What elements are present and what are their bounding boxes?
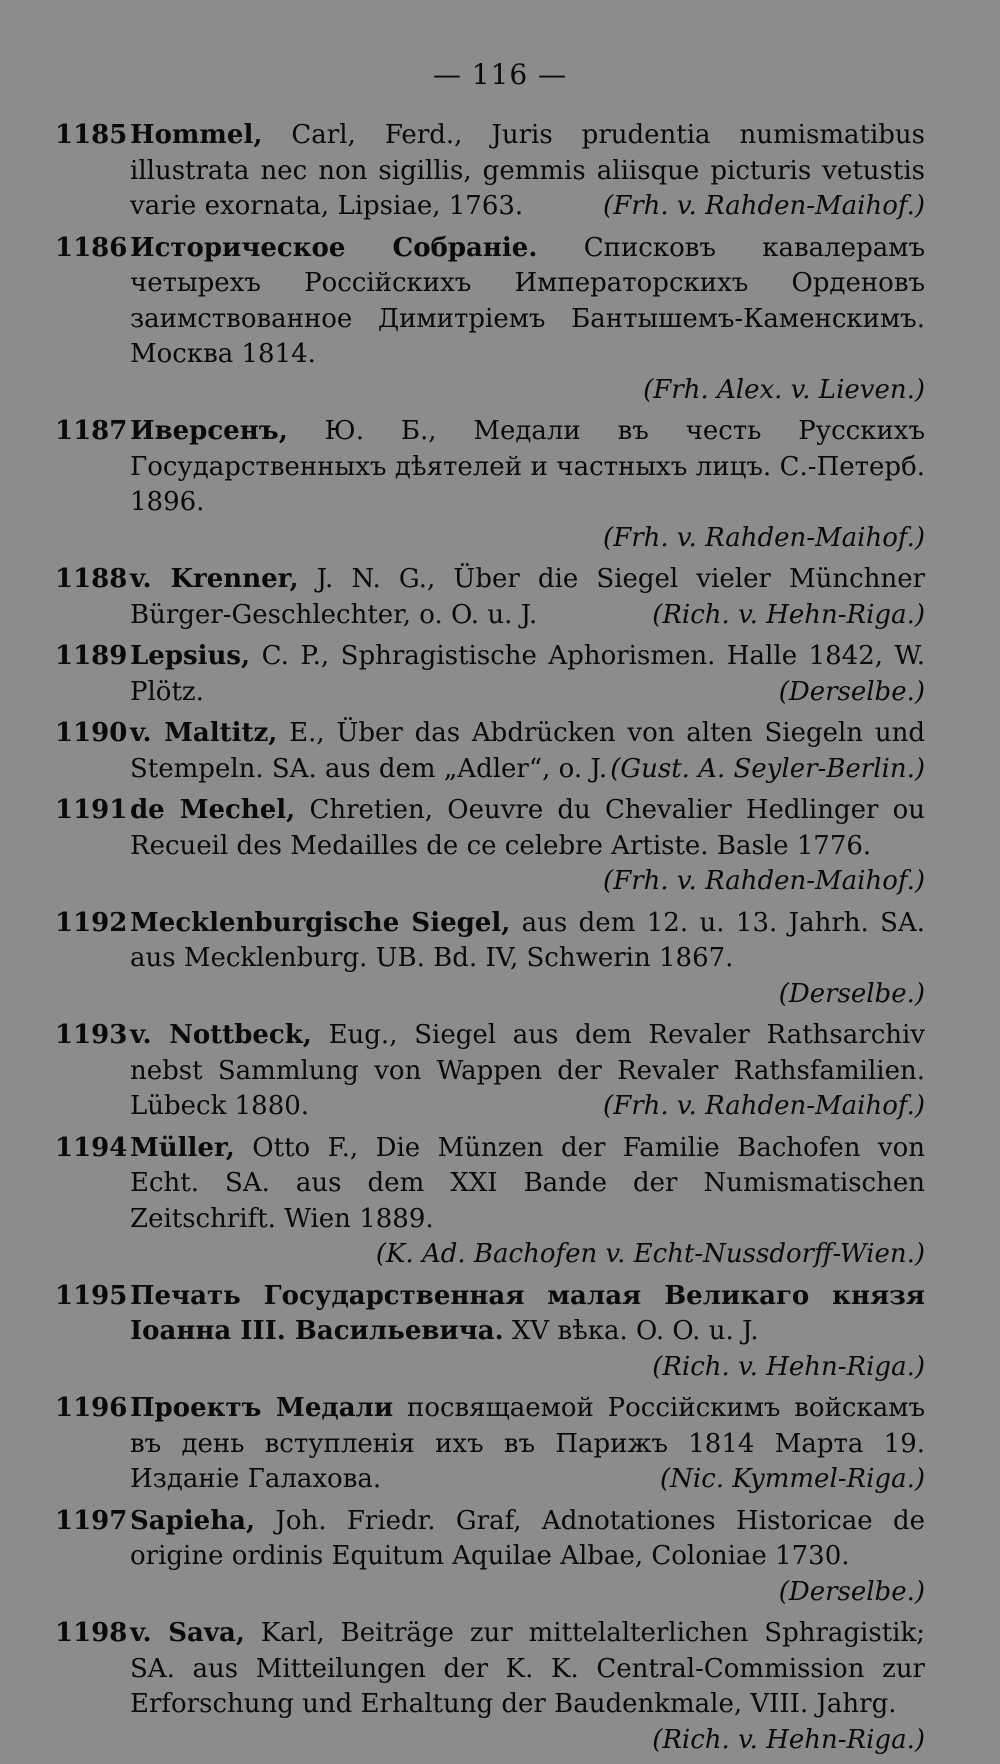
- entry-heading: Müller,: [130, 1132, 235, 1163]
- entry-heading: de Mechel,: [130, 795, 296, 825]
- catalog-entry: [55, 1504, 925, 1611]
- entry-source: (Rich. v. Hehn-Riga.): [652, 599, 925, 630]
- entry-number: 1194: [55, 1132, 128, 1163]
- entry-text: Eug., Siegel aus dem Revaler Rathsarchiv nebst Sammlung von Wappen der Revaler Rathsfamilien. Lübeck 1880.: [130, 1020, 926, 1121]
- entry-source: (K. Ad. Bachofen v. Echt-Nussdorff-Wien.): [375, 1239, 925, 1269]
- entry-heading: v. Krenner,: [130, 564, 299, 594]
- entry-number: 1188: [55, 564, 128, 594]
- catalog-entry: [55, 562, 925, 633]
- entry-text: Списковъ кавалерамъ четырехъ Россійскихъ Императорскихъ Орденовъ заимствованное Димитріемъ Бантышемъ-Каменскимъ. Москва 1814.: [130, 232, 925, 369]
- catalog-entry: [55, 118, 925, 225]
- entry-text: Karl, Beiträge zur mittelalterlichen Sphragistik; SA. aus Mitteilungen der K. K. Central-Commission zur Erforschung und Erhaltung der Baudenkmale, VIII. Jahrg.: [130, 1618, 925, 1719]
- entry-text: Joh. Friedr. Graf, Adnotationes Historicae de origine ordinis Equitum Aquilae Albae, Coloniae 1730.: [130, 1505, 925, 1571]
- entry-number: 1190: [55, 718, 128, 748]
- entry-heading: Lepsius,: [130, 641, 251, 671]
- entry-source: (Nic. Kymmel-Riga.): [660, 1464, 925, 1494]
- entry-text: J. N. G., Über die Siegel vieler Münchner Bürger-Geschlechter, o. O. u. J.: [130, 564, 926, 630]
- page-number: — 116 —: [432, 58, 568, 91]
- entry-number: 1193: [55, 1020, 128, 1050]
- entry-number: 1195: [55, 1280, 128, 1311]
- entry-number: 1198: [55, 1618, 128, 1648]
- entry-source: (Frh. v. Rahden-Maihof.): [603, 1091, 925, 1121]
- entry-number: 1197: [55, 1505, 128, 1536]
- catalog-entry: [55, 1391, 925, 1498]
- entry-text: Carl, Ferd., Juris prudentia numismatibus illustrata nec non sigillis, gemmis aliisque picturis vetustis varie exornata, Lipsiae, 1763.: [130, 120, 925, 221]
- catalog-entry: [55, 1131, 925, 1273]
- entry-source: (Rich. v. Hehn-Riga.): [652, 1724, 925, 1755]
- entry-heading: v. Nottbeck,: [130, 1020, 312, 1050]
- catalog-entry: [55, 793, 925, 900]
- entry-number: 1185: [55, 120, 128, 150]
- entry-source: (Frh. v. Rahden-Maihof.): [603, 522, 925, 553]
- entry-heading: Hommel,: [130, 120, 263, 150]
- entry-heading: Историческое Собраніе.: [130, 232, 538, 263]
- entry-source: (Gust. A. Seyler-Berlin.): [610, 753, 925, 784]
- catalog-entry: [55, 414, 925, 556]
- entry-text: E., Über das Abdrücken von alten Siegeln und Stempeln. SA. aus dem „Adler“, o. J.: [130, 718, 925, 784]
- entry-number: 1191: [55, 795, 128, 825]
- entry-text: Chretien, Oeuvre du Chevalier Hedlinger ou Recueil des Medailles de ce celebre Artiste. Basle 1776.: [130, 795, 926, 861]
- entry-heading: Mecklenburgische Siegel,: [130, 907, 511, 938]
- entry-text: посвящаемой Россійскимъ войскамъ въ день вступленія ихъ въ Парижъ 1814 Марта 19. Изданіе Галахова.: [130, 1393, 925, 1494]
- entry-heading: Печать Государственная малая Великаго князя Іоанна III. Васильевича.: [130, 1280, 925, 1346]
- entry-text: XV вѣка. O. O. u. J.: [503, 1316, 759, 1346]
- catalog-entry: [55, 1616, 925, 1758]
- entry-source: (Frh. Alex. v. Lieven.): [643, 374, 925, 405]
- catalog-entry: [55, 639, 925, 710]
- entry-text: Otto F., Die Münzen der Familie Bachofen von Echt. SA. aus dem XXI Bande der Numismatischen Zeitschrift. Wien 1889.: [130, 1132, 925, 1234]
- catalog-entry: [55, 1018, 925, 1125]
- entry-source: (Derselbe.): [778, 1576, 925, 1607]
- entry-heading: v. Maltitz,: [130, 718, 278, 748]
- entry-text: Ю. Б., Медали въ честь Русскихъ Государственныхъ дѣятелей и частныхъ лицъ. С.-Петерб. 1896.: [130, 416, 925, 517]
- entry-source: (Frh. v. Rahden-Maihof.): [603, 191, 925, 221]
- catalog-entry: [55, 1279, 925, 1386]
- entry-heading: Sapieha,: [130, 1505, 256, 1536]
- entry-text: C. P., Sphragistische Aphorismen. Halle 1842, W. Plötz.: [130, 641, 925, 707]
- entry-source: (Derselbe.): [778, 676, 925, 707]
- catalog-entry: [55, 231, 925, 409]
- entry-list: [55, 118, 925, 1764]
- entry-heading: Проектъ Медали: [130, 1393, 394, 1423]
- entry-text: aus dem 12. u. 13. Jahrh. SA. aus Mecklenburg. UB. Bd. IV, Schwerin 1867.: [130, 907, 926, 973]
- entry-heading: Иверсенъ,: [130, 416, 288, 446]
- entry-number: 1196: [55, 1393, 128, 1423]
- entry-number: 1186: [55, 232, 128, 263]
- catalog-entry: [55, 906, 925, 1013]
- entry-number: 1192: [55, 907, 128, 938]
- entry-source: (Frh. v. Rahden-Maihof.): [603, 866, 925, 896]
- entry-source: (Rich. v. Hehn-Riga.): [652, 1351, 925, 1382]
- entry-number: 1187: [55, 416, 128, 446]
- entry-heading: v. Sava,: [130, 1618, 245, 1648]
- entry-number: 1189: [55, 641, 128, 671]
- catalog-entry: [55, 716, 925, 787]
- entry-source: (Derselbe.): [778, 978, 925, 1009]
